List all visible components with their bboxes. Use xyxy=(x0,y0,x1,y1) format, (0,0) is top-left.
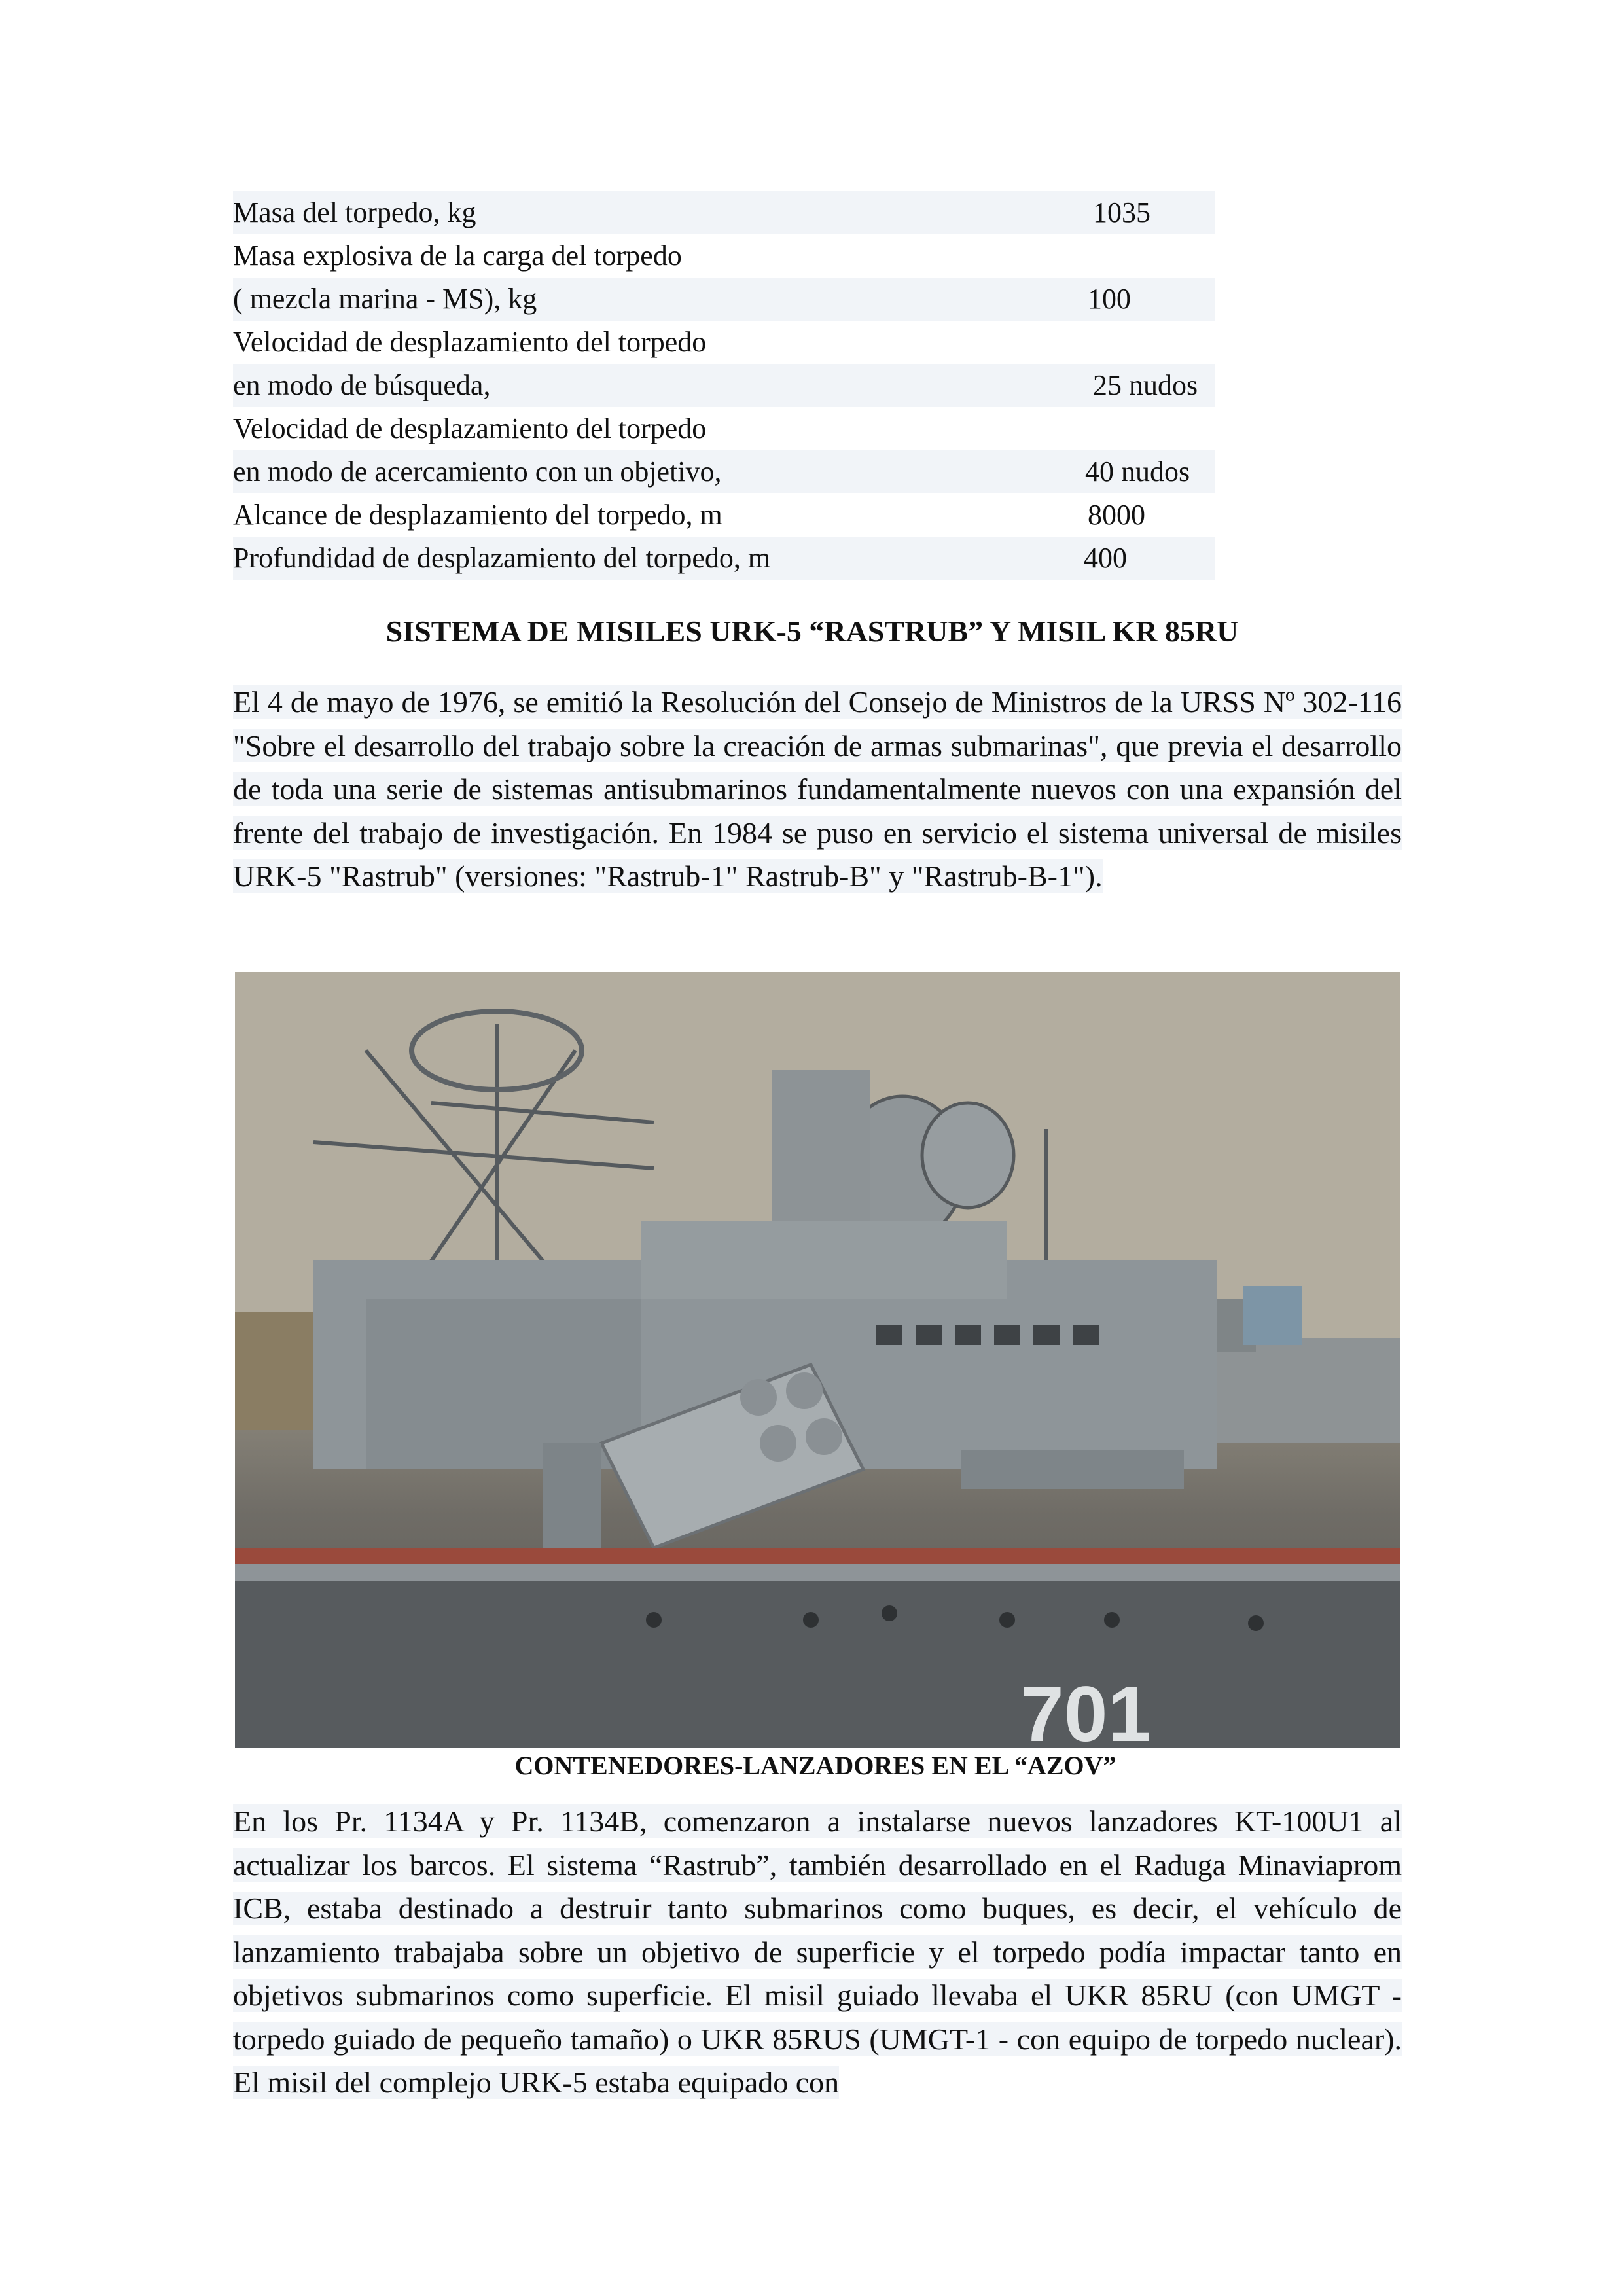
spec-label: Masa explosiva de la carga del torpedo xyxy=(233,240,682,272)
spec-label: Velocidad de desplazamiento del torpedo xyxy=(233,412,707,444)
spec-label: Profundidad de desplazamiento del torpedo, m xyxy=(233,542,771,574)
spec-value: 8000 xyxy=(1088,499,1145,531)
spec-value: 25 nudos xyxy=(1093,369,1198,401)
spec-row xyxy=(233,493,1215,537)
spec-row xyxy=(233,450,1215,493)
spec-label: Masa del torpedo, kg xyxy=(233,196,476,228)
ship-illustration xyxy=(235,972,1400,1748)
photo-caption: CONTENEDORES-LANZADORES EN EL “AZOV” xyxy=(514,1751,1116,1780)
paragraph-intro-text: El 4 de mayo de 1976, se emitió la Resolución del Consejo de Ministros de la URSS Nº 302-116 "Sobre el desarrollo del trabajo sobre la creación de armas submarinas", que previa el desarrollo de toda una serie de sistemas antisubmarinos fundamentalmente nuevos con una expansión del frente del trabajo de investigación. En 1984 se puso en servicio el sistema universal de misiles URK-5 "Rastrub" (versiones: "Rastrub-1" Rastrub-B" y "Rastrub-B-1"). xyxy=(233,685,1402,893)
spec-row xyxy=(233,234,1215,278)
spec-label: ( mezcla marina - MS), kg xyxy=(233,283,537,315)
ship-photo xyxy=(235,972,1400,1748)
spec-row xyxy=(233,321,1215,364)
spec-value: 400 xyxy=(1084,542,1127,574)
spec-row xyxy=(233,537,1215,580)
section-heading: SISTEMA DE MISILES URK-5 “RASTRUB” Y MISIL KR 85RU xyxy=(385,615,1239,648)
spec-label: en modo de búsqueda, xyxy=(233,369,491,401)
spec-row xyxy=(233,364,1215,407)
paragraph-body-text: En los Pr. 1134A y Pr. 1134B, comenzaron a instalarse nuevos lanzadores KT-100U1 al actualizar los barcos. El sistema “Rastrub”, también desarrollado en el Raduga Minaviaprom ICB, estaba destinado a destruir tanto submarinos como buques, es decir, el vehículo de lanzamiento trabajaba sobre un objetivo de superficie y el torpedo podía impactar tanto en objetivos submarinos como superficie. El misil guiado llevaba el UKR 85RU (con UMGT - torpedo guiado de pequeño tamaño) o UKR 85RUS (UMGT-1 - con equipo de torpedo nuclear). El misil del complejo URK-5 estaba equipado con xyxy=(233,1804,1402,2099)
spec-label: Alcance de desplazamiento del torpedo, m xyxy=(233,499,722,531)
spec-label: en modo de acercamiento con un objetivo, xyxy=(233,456,722,488)
paragraph-intro xyxy=(233,681,1402,899)
spec-value: 100 xyxy=(1088,283,1131,315)
spec-row xyxy=(233,191,1215,234)
paragraph-body xyxy=(233,1800,1402,2105)
spec-label: Velocidad de desplazamiento del torpedo xyxy=(233,326,707,358)
spec-row xyxy=(233,407,1215,450)
spec-value: 40 nudos xyxy=(1085,456,1190,488)
spec-row xyxy=(233,278,1215,321)
spec-value: 1035 xyxy=(1093,196,1150,228)
hull-number: 701 xyxy=(1020,1670,1152,1748)
torpedo-spec-list xyxy=(233,191,1215,580)
